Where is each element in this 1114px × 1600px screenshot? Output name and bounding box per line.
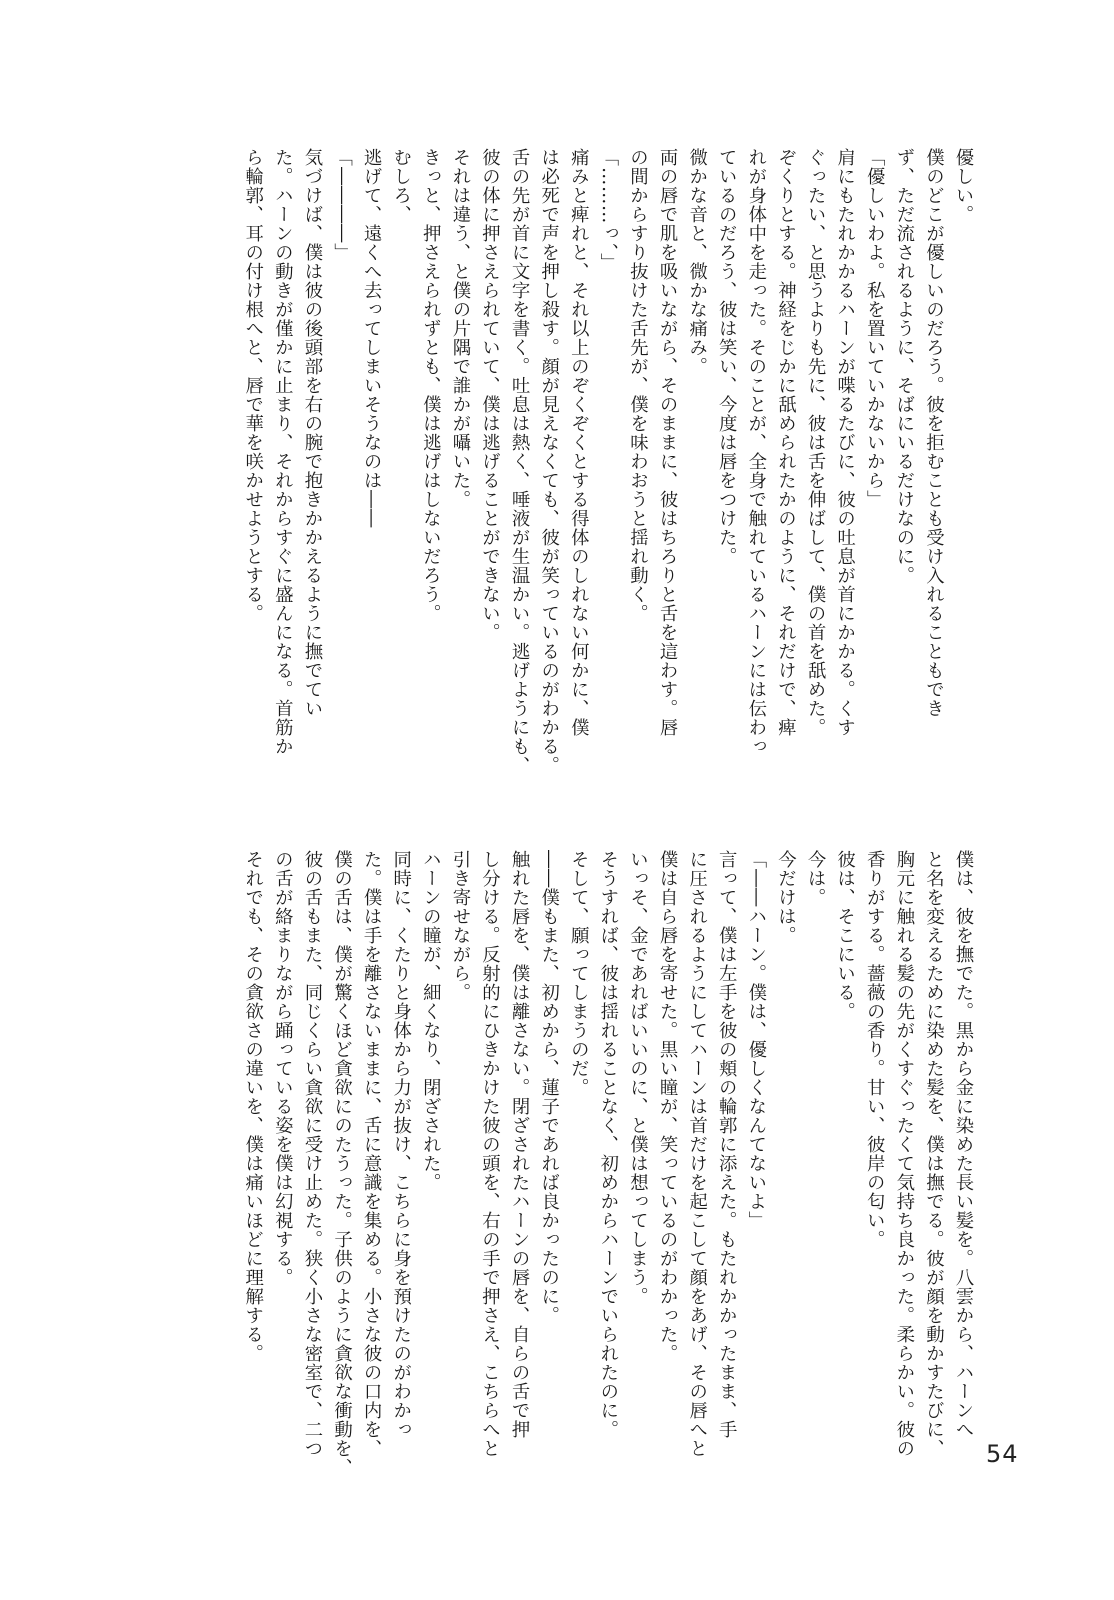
text-line: ず、ただ流されるように、そばにいるだけなのに。: [893, 148, 915, 585]
text-line: は必死で声を押し殺す。顔が見えなくても、彼が笑っているのがわかる。: [538, 148, 560, 775]
text-line: れが身体中を走った。そのことが、全身で触れているハーンには伝わっ: [745, 148, 767, 756]
text-line: 引き寄せながら。: [449, 850, 471, 1002]
text-line: 僕は自ら唇を寄せた。黒い瞳が、笑っているのがわかった。: [657, 850, 679, 1363]
text-line: た。僕は手を離さないままに、舌に意識を集める。小さな彼の口内を、: [361, 850, 383, 1458]
text-line: 胸元に触れる髪の先がくすぐったくて気持ち良かった。柔らかい。彼の: [893, 850, 915, 1458]
text-line: 香りがする。薔薇の香り。甘い、彼岸の匂い。: [864, 850, 886, 1249]
text-line: 彼の体に押さえられていて、僕は逃げることができない。: [479, 148, 501, 642]
text-line: ――僕もまた、初めから、蓮子であれば良かったのに。: [538, 850, 560, 1325]
text-line: いっそ、金であればいいのに、と僕は想ってしまう。: [627, 850, 649, 1306]
upper-text-block: [238, 148, 978, 808]
text-line: に圧されるようにしてハーンは首だけを起こして顔をあげ、その唇へと: [686, 850, 708, 1458]
text-line: た。ハーンの動きが僅かに止まり、それからすぐに盛んになる。首筋か: [272, 148, 294, 756]
text-line: ら輪郭、耳の付け根へと、唇で華を咲かせようとする。: [242, 148, 264, 623]
text-line: ているのだろう、彼は笑い、今度は唇をつけた。: [716, 148, 738, 566]
text-line: それは違う、と僕の片隅で誰かが囁いた。: [449, 148, 471, 509]
text-line: 彼は、そこにいる。: [834, 850, 856, 1021]
text-line: 僕の舌は、僕が驚くほど貪欲にのたうった。子供のように貪欲な衝動を、: [331, 850, 353, 1477]
text-line: ぞくりとする。神経をじかに舐められたかのように、それだけで、痺: [775, 148, 797, 737]
text-line: ハーンの瞳が、細くなり、閉ざされた。: [420, 850, 442, 1192]
text-line: の間からすり抜けた舌先が、僕を味わおうと揺れ動く。: [627, 148, 649, 623]
text-line: きっと、押さえられずとも、僕は逃げはしないだろう。: [420, 148, 442, 623]
text-line: むしろ、: [390, 148, 412, 224]
page-number: 54: [986, 1440, 1019, 1468]
text-line: 「――――」: [331, 148, 353, 262]
text-line: そして、願ってしまうのだ。: [568, 850, 590, 1097]
text-line: 僕は、彼を撫でた。黒から金に染めた長い髪を。八雲から、ハーンへ: [953, 850, 974, 1439]
text-line: 「――ハーン。僕は、優しくなんてないよ」: [745, 850, 767, 1230]
text-line: 優しい。: [953, 148, 974, 224]
lower-text-block: [238, 850, 978, 1510]
text-line: 肩にもたれかかるハーンが喋るたびに、彼の吐息が首にかかる。くす: [834, 148, 856, 737]
text-line: 同時に、くたりと身体から力が抜け、こちらに身を預けたのがわかっ: [390, 850, 412, 1439]
text-line: 彼の舌もまた、同じくらい貪欲に受け止めた。狭く小さな密室で、二つ: [301, 850, 323, 1458]
text-line: し分ける。反射的にひきかけた彼の頭を、右の手で押さえ、こちらへと: [479, 850, 501, 1458]
text-line: それでも、その貪欲さの違いを、僕は痛いほどに理解する。: [242, 850, 264, 1363]
text-line: 今は。: [805, 850, 827, 907]
text-line: 今だけは。: [775, 850, 797, 945]
text-line: 両の唇で肌を吸いながら、そのままに、彼はちろりと舌を這わす。唇: [657, 148, 679, 737]
text-line: 痛みと痺れと、それ以上のぞくぞくとする得体のしれない何かに、僕: [568, 148, 590, 737]
text-line: そうすれば、彼は揺れることなく、初めからハーンでいられたのに。: [597, 850, 619, 1439]
text-line: 触れた唇を、僕は離さない。閉ざされたハーンの唇を、自らの舌で押: [509, 850, 531, 1439]
text-line: の舌が絡まりながら踊っている姿を僕は幻視する。: [272, 850, 294, 1287]
text-line: 「………っ、」: [597, 148, 619, 272]
text-line: 逃げて、遠くへ去ってしまいそうなのは――: [361, 148, 383, 528]
text-line: 微かな音と、微かな痛み。: [686, 148, 708, 376]
text-line: 言って、僕は左手を彼の頬の輪郭に添えた。もたれかかったまま、手: [716, 850, 738, 1439]
text-line: 気づけば、僕は彼の後頭部を右の腕で抱きかかえるように撫でてい: [301, 148, 323, 718]
text-line: 「優しいわよ。私を置いていかないから」: [864, 148, 886, 509]
text-line: と名を変えるために染めた髪を、僕は撫でる。彼が顔を動かすたびに、: [923, 850, 945, 1458]
text-line: 舌の先が首に文字を書く。吐息は熱く、唾液が生温かい。逃げようにも、: [509, 148, 531, 775]
text-line: 僕のどこが優しいのだろう。彼を拒むことも受け入れることもでき: [923, 148, 945, 718]
text-line: ぐったい、と思うよりも先に、彼は舌を伸ばして、僕の首を舐めた。: [805, 148, 827, 737]
